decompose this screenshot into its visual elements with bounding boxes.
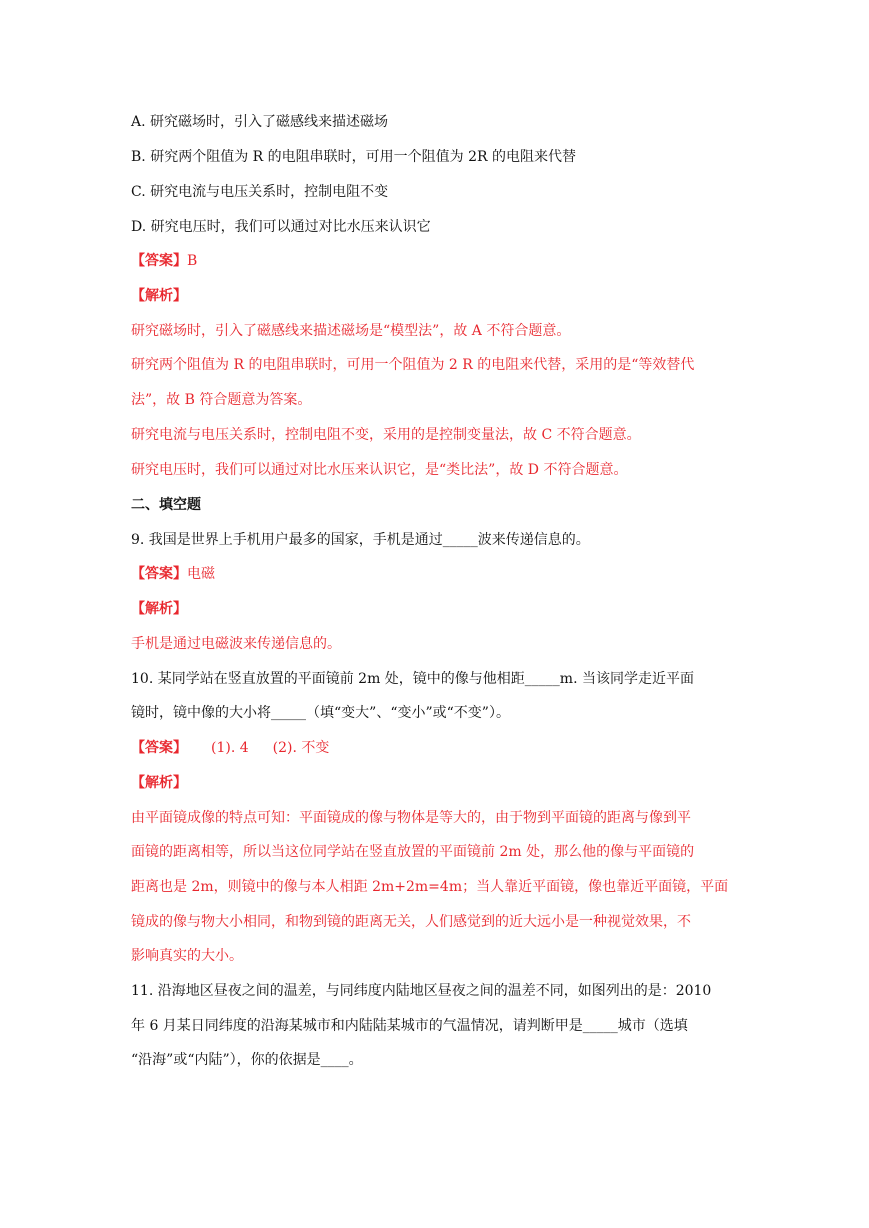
option-a: A. 研究磁场时，引入了磁感线来描述磁场 — [131, 114, 389, 130]
answer-part-2: (2). 不变 — [272, 740, 330, 756]
q9-analysis: 手机是通过电磁波来传递信息的。 — [131, 636, 341, 652]
q10-question-line: 10. 某同学站在竖直放置的平面镜前 2m 处，镜中的像与他相距_____m. 当该同学走近平面 — [131, 671, 694, 687]
option-d: D. 研究电压时，我们可以通过对比水压来认识它 — [131, 219, 431, 235]
q8-analysis-line: 研究电流与电压关系时，控制电阻不变，采用的是控制变量法，故 C 不符合题意。 — [131, 427, 641, 443]
q8-answer — [131, 251, 741, 271]
answer-label: 【答案】 — [131, 566, 187, 582]
q8-analysis-line: 研究电压时，我们可以通过对比水压来认识它，是“类比法”，故 D 不符合题意。 — [131, 462, 628, 478]
q11-question-line: 11. 沿海地区昼夜之间的温差，与同纬度内陆地区昼夜之间的温差不同，如图列出的是：2010 — [131, 983, 712, 999]
answer-label: 【答案】 — [131, 740, 187, 756]
option-b: B. 研究两个阻值为 R 的电阻串联时，可用一个阻值为 2R 的电阻来代替 — [131, 149, 576, 165]
answer-value: 电磁 — [187, 566, 215, 582]
q10-question-line: 镜时，镜中像的大小将_____（填“变大”、“变小”或“不变”）。 — [131, 705, 510, 721]
q8-analysis-line: 研究两个阻值为 R 的电阻串联时，可用一个阻值为 2 R 的电阻来代替，采用的是“等效替代 — [131, 357, 695, 373]
answer-value: B — [187, 253, 198, 269]
q10-answer — [131, 738, 741, 758]
q10-analysis-line: 镜成的像与物大小相同，和物到镜的距离无关，人们感觉到的近大远小是一种视觉效果，不 — [131, 914, 691, 930]
q8-analysis-label: 【解析】 — [131, 288, 187, 304]
q8-analysis-line: 法”，故 B 符合题意为答案。 — [131, 392, 312, 408]
q9-answer — [131, 564, 741, 584]
q10-analysis-line: 影响真实的大小。 — [131, 948, 243, 964]
q9-analysis-label: 【解析】 — [131, 601, 187, 617]
q10-analysis-line: 由平面镜成像的特点可知：平面镜成的像与物体是等大的，由于物到平面镜的距离与像到平 — [131, 810, 691, 826]
q10-analysis-line: 距离也是 2m，则镜中的像与本人相距 2m+2m=4m；当人靠近平面镜，像也靠近平面镜，平面 — [131, 879, 729, 895]
q8-analysis-line: 研究磁场时，引入了磁感线来描述磁场是“模型法”，故 A 不符合题意。 — [131, 323, 571, 339]
q10-analysis-label: 【解析】 — [131, 775, 187, 791]
section-title: 二、填空题 — [131, 497, 201, 513]
q10-analysis-line: 面镜的距离相等，所以当这位同学站在竖直放置的平面镜前 2m 处，那么他的像与平面镜的 — [131, 844, 695, 860]
answer-label: 【答案】 — [131, 253, 187, 269]
q11-question-line: 年 6 月某日同纬度的沿海某城市和内陆陆某城市的气温情况，请判断甲是_____城市（选填 — [131, 1018, 688, 1034]
answer-part-1: (1). 4 — [211, 740, 249, 756]
q11-question-line: “沿海”或“内陆”），你的依据是____。 — [131, 1052, 363, 1068]
q9-question: 9. 我国是世界上手机用户最多的国家，手机是通过_____波来传递信息的。 — [131, 532, 590, 548]
option-c: C. 研究电流与电压关系时，控制电阻不变 — [131, 184, 389, 200]
